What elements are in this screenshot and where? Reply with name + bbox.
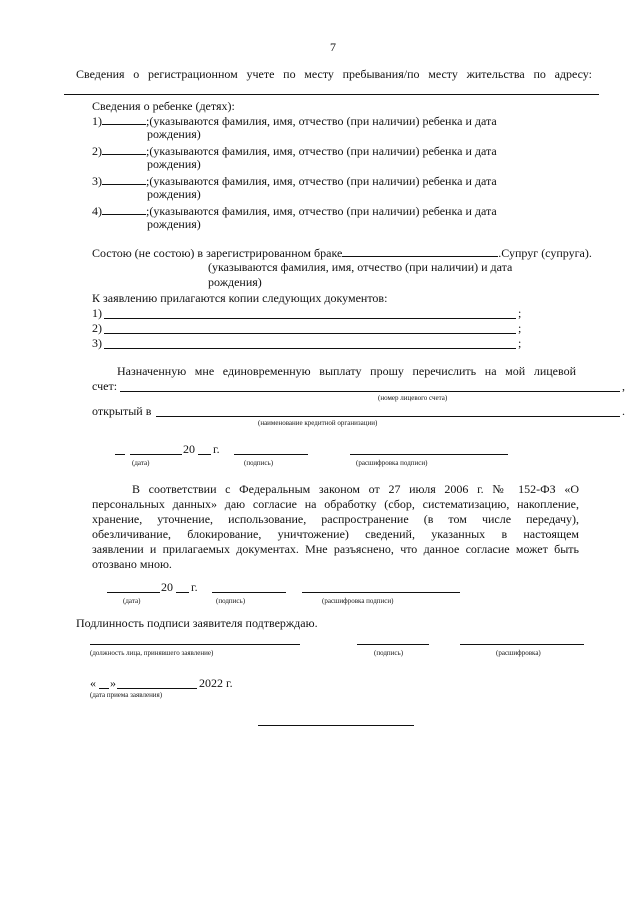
document-number: 2) [92,321,102,335]
date-year-field[interactable] [198,454,211,455]
bank-label: открытый в [92,404,152,418]
child-name-field[interactable] [102,203,146,215]
confirm-signature-hint: (подпись) [374,649,404,657]
signature-decode-field[interactable] [350,454,508,455]
registration-address-label: Сведения о регистрационном учете по месту пребывания/по месту жительства по адресу: [76,67,592,81]
bank-hint: (наименование кредитной организации) [258,419,378,427]
child-hint: ;(указываются фамилия, имя, отчество (при наличии) ребенка и дата [146,144,497,158]
signature-hint: (подпись) [244,459,274,467]
child-hint: ;(указываются фамилия, имя, отчество (при наличии) ребенка и дата [146,114,497,128]
spouse-label: .Супруг (супруга). [498,246,592,260]
date-year-prefix: 20 [183,442,195,456]
marriage-prefix: Состою (не состою) в зарегистрированном браке [92,246,343,260]
child-name-field[interactable] [102,143,146,155]
child-name-field[interactable] [102,113,146,125]
document-end: ; [518,321,522,335]
confirm-signature-field[interactable] [357,644,429,645]
spouse-field[interactable] [342,245,498,257]
document-number: 3) [92,336,102,350]
document-field[interactable] [104,333,516,334]
date-year-field[interactable] [176,592,189,593]
documents-heading: К заявлению прилагаются копии следующих документов: [92,291,388,305]
account-hint: (номер лицевого счета) [378,394,448,402]
account-label: счет: [92,379,118,393]
date-month-field[interactable] [130,454,182,455]
child-hint-cont: рождения) [147,127,201,141]
confirm-decode-field[interactable] [460,644,584,645]
account-end: , [622,379,625,393]
document-end: ; [518,336,522,350]
document-field[interactable] [104,348,516,349]
receipt-open-quote: « [90,676,96,690]
date-year-suffix: г. [191,580,198,594]
consent-line: заявлении и прилагаемых документах. Мне разъяснено, что данное согласие может быть [92,542,579,556]
date-year-prefix: 20 [161,580,173,594]
bank-end: . [622,404,625,418]
child-number: 3) [92,174,102,188]
consent-line: В соответствии с Федеральным законом от 27 июля 2006 г. № 152-ФЗ «О [132,482,579,496]
signature-hint: (подпись) [216,597,246,605]
closing-separator [258,725,414,726]
date-hint: (дата) [123,597,141,605]
document-field[interactable] [104,318,516,319]
date-year-suffix: г. [213,442,220,456]
document-number: 1) [92,306,102,320]
spouse-hint-cont: рождения) [208,275,262,289]
document-end: ; [518,306,522,320]
signature-decode-hint: (расшифровка подписи) [356,459,428,467]
children-heading: Сведения о ребенке (детях): [92,99,235,113]
page-number: 7 [330,40,336,54]
signature-decode-hint: (расшифровка подписи) [322,597,394,605]
signature-decode-field[interactable] [302,592,460,593]
receipt-month-field[interactable] [117,688,197,689]
consent-line: персональных данных» даю согласие на обработку (сбор, систематизацию, накопление, [92,497,579,511]
signature-field[interactable] [212,592,286,593]
receipt-day-field[interactable] [99,688,109,689]
date-day-month-field[interactable] [107,592,160,593]
child-hint-cont: рождения) [147,217,201,231]
child-number: 4) [92,204,102,218]
receipt-close-quote: » [110,676,116,690]
child-hint: ;(указываются фамилия, имя, отчество (при наличии) ребенка и дата [146,174,497,188]
consent-line: обезличивание, блокирование, уничтожение) сведений, указанных в настоящем [92,527,579,541]
child-number: 1) [92,114,102,128]
receipt-year: 2022 г. [199,676,233,690]
receipt-hint: (дата приема заявления) [90,691,163,699]
signature-field[interactable] [234,454,308,455]
account-number-field[interactable] [120,391,620,392]
payment-request-text: Назначенную мне единовременную выплату прошу перечислить на мой лицевой [117,364,576,378]
consent-line: хранение, уточнение, использование, распространение (в том числе передачу), [92,512,579,526]
child-hint-cont: рождения) [147,187,201,201]
confirm-decode-hint: (расшифровка) [496,649,541,657]
marriage-line [92,245,592,260]
bank-name-field[interactable] [156,416,620,417]
date-hint: (дата) [132,459,150,467]
child-hint: ;(указываются фамилия, имя, отчество (при наличии) ребенка и дата [146,204,497,218]
position-field[interactable] [90,644,300,645]
position-hint: (должность лица, принявшего заявление) [90,649,214,657]
child-name-field[interactable] [102,173,146,185]
confirm-signature-text: Подлинность подписи заявителя подтверждаю. [76,616,318,630]
consent-line: отозвано мною. [92,557,172,571]
registration-address-field[interactable] [64,94,599,95]
child-number: 2) [92,144,102,158]
spouse-hint: (указываются фамилия, имя, отчество (при наличии) и дата [208,260,513,274]
date-day-field[interactable] [115,454,125,455]
child-hint-cont: рождения) [147,157,201,171]
